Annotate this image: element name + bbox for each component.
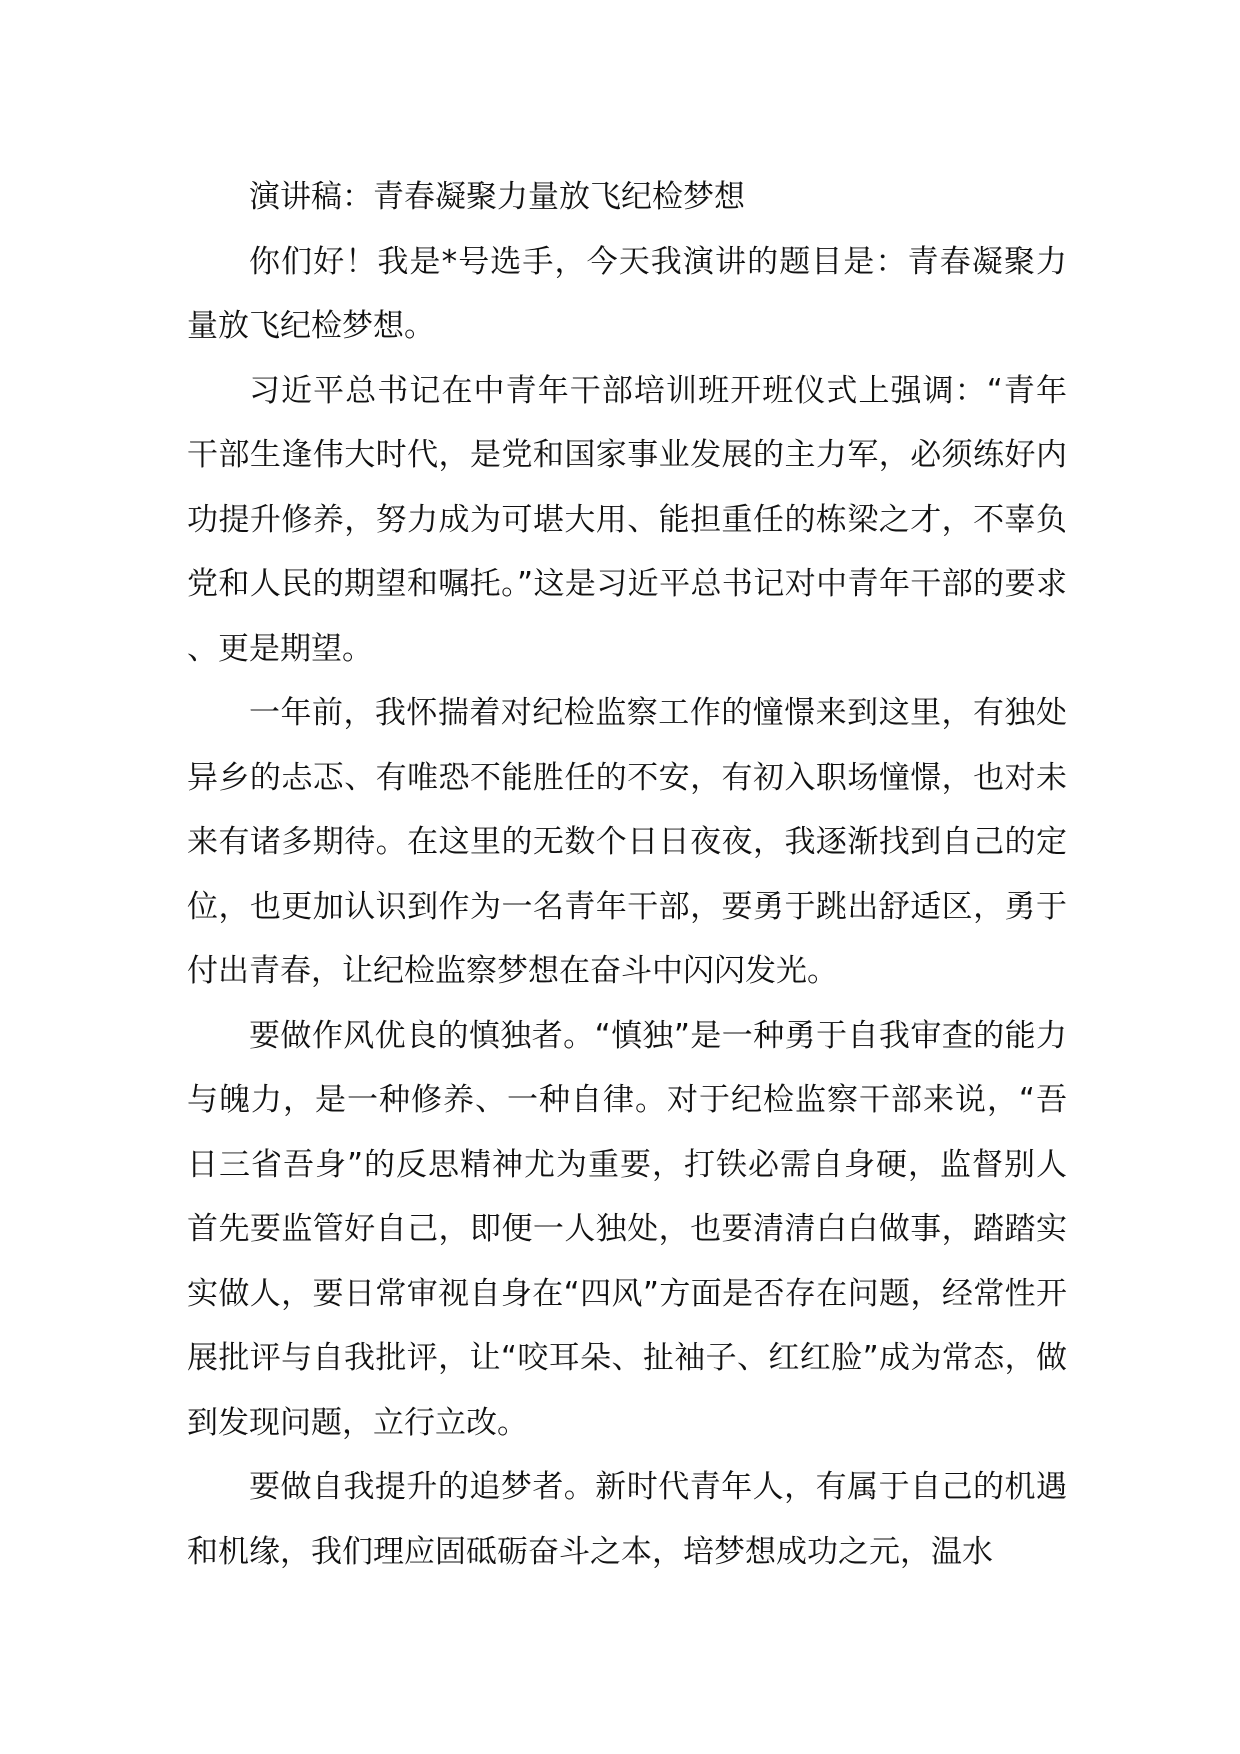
- paragraph-self-discipline: 要做作风优良的慎独者。“慎独”是一种勇于自我审查的能力与魄力，是一种修养、一种自律。对于纪检监察干部来说，“吾日三省吾身”的反思精神尤为重要，打铁必需自身硬，监督别人首先要监管好自己，即便一人独处，也要清清白白做事，踏踏实实做人，要日常审视自身在“四风”方面是否存在问题，经常性开展批评与自我批评，让“咬耳朵、扯袖子、红红脸”成为常态，做到发现问题，立行立改。: [187, 1017, 1067, 1441]
- paragraph-experience: 一年前，我怀揣着对纪检监察工作的憧憬来到这里，有独处异乡的忐忑、有唯恐不能胜任的不安，有初入职场憧憬，也对未来有诸多期待。在这里的无数个日日夜夜，我逐渐找到自己的定位，也更加认识到作为一名青年干部，要勇于跳出舒适区，勇于付出青春，让纪检监察梦想在奋斗中闪闪发光。: [187, 695, 1067, 989]
- document-title: 演讲稿：青春凝聚力量放飞纪检梦想: [249, 179, 745, 215]
- paragraph-dream-chaser: 要做自我提升的追梦者。新时代青年人，有属于自己的机遇和机缘，我们理应固砥砺奋斗之本，培梦想成功之元，温水: [187, 1469, 1067, 1570]
- paragraph-quote: 习近平总书记在中青年干部培训班开班仪式上强调：“青年干部生逢伟大时代，是党和国家事业发展的主力军，必须练好内功提升修养，努力成为可堪大用、能担重任的栋梁之才，不辜负党和人民的期望和嘱托。”这是习近平总书记对中青年干部的要求、更是期望。: [187, 372, 1067, 667]
- document-body: [187, 165, 1067, 1584]
- paragraph-greeting: 你们好！我是*号选手，今天我演讲的题目是：青春凝聚力量放飞纪检梦想。: [187, 243, 1067, 344]
